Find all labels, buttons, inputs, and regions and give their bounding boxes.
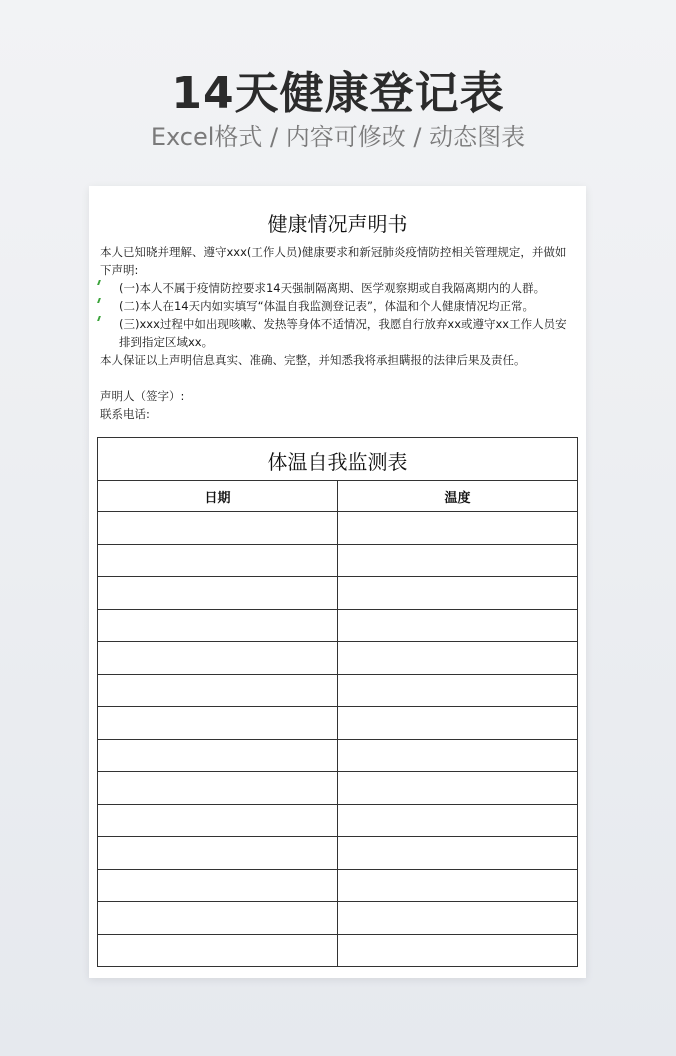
temperature-cell[interactable] [338,804,578,837]
column-header-temperature: 温度 [338,481,578,512]
temperature-cell[interactable] [338,642,578,675]
declaration-title: 健康情况声明书 [267,212,408,236]
date-cell[interactable] [98,837,338,870]
table-row [98,739,578,772]
comment-marker-icon [97,316,106,321]
column-header-date: 日期 [98,481,338,512]
declaration-item-text: (三)xxx过程中如出现咳嗽、发热等身体不适情况，我愿自行放弃xx或遵守xx工作人员安排到指定区域xx。 [119,317,567,349]
declaration-item [100,297,576,315]
temperature-cell[interactable] [338,674,578,707]
date-cell[interactable] [98,609,338,642]
temperature-cell[interactable] [338,609,578,642]
date-cell[interactable] [98,934,338,967]
table-row [98,869,578,902]
phone-label: 联系电话: [100,407,150,421]
table-row [98,577,578,610]
comment-marker-icon [97,280,106,285]
table-row [98,837,578,870]
date-cell[interactable] [98,804,338,837]
date-cell[interactable] [98,642,338,675]
date-cell[interactable] [98,869,338,902]
date-cell[interactable] [98,512,338,545]
page-subtitle: Excel格式 / 内容可修改 / 动态图表 [150,123,526,151]
declaration-body [100,243,576,423]
date-cell[interactable] [98,902,338,935]
declaration-item-text: (二)本人在14天内如实填写“体温自我监测登记表”，体温和个人健康情况均正常。 [119,299,535,313]
date-cell[interactable] [98,707,338,740]
page-title: 14天健康登记表 [171,68,505,119]
temperature-cell[interactable] [338,544,578,577]
temperature-cell[interactable] [338,934,578,967]
temperature-cell[interactable] [338,707,578,740]
date-cell[interactable] [98,772,338,805]
temperature-cell[interactable] [338,869,578,902]
document-preview [89,186,586,978]
date-cell[interactable] [98,544,338,577]
signer-label: 声明人（签字）: [100,389,185,403]
table-row [98,772,578,805]
spacer [100,369,576,387]
table-row [98,544,578,577]
table-row [98,642,578,675]
declaration-item-text: (一)本人不属于疫情防控要求14天强制隔离期、医学观察期或自我隔离期内的人群。 [119,281,546,295]
table-row [98,934,578,967]
declaration-intro: 本人已知晓并理解、遵守xxx(工作人员)健康要求和新冠肺炎疫情防控相关管理规定，并做如下声明: [100,245,567,277]
table-row [98,804,578,837]
temperature-cell[interactable] [338,739,578,772]
table-row [98,674,578,707]
table-row [98,609,578,642]
temperature-cell[interactable] [338,837,578,870]
table-row [98,902,578,935]
table-row [98,512,578,545]
table-title: 体温自我监测表 [98,438,578,481]
temperature-monitor-table [97,437,578,967]
temperature-cell[interactable] [338,772,578,805]
declaration-item [100,315,576,351]
table-row [98,707,578,740]
declaration-item [100,279,576,297]
date-cell[interactable] [98,739,338,772]
date-cell[interactable] [98,674,338,707]
comment-marker-icon [97,298,106,303]
declaration-guarantee: 本人保证以上声明信息真实、准确、完整，并知悉我将承担瞒报的法律后果及责任。 [100,353,526,367]
temperature-cell[interactable] [338,512,578,545]
temperature-cell[interactable] [338,902,578,935]
temperature-cell[interactable] [338,577,578,610]
date-cell[interactable] [98,577,338,610]
